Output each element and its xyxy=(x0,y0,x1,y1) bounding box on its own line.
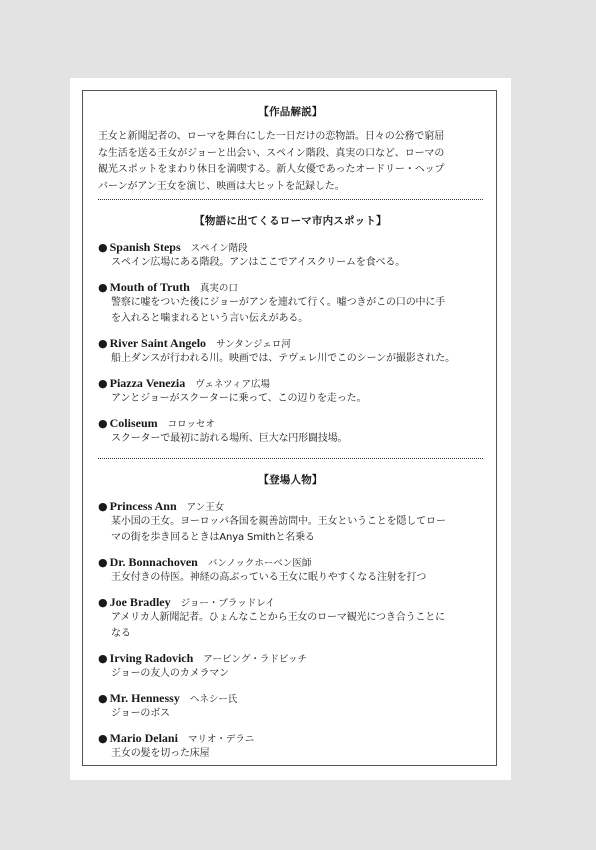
entry-english-name: Joe Bradley xyxy=(109,595,171,609)
entry-japanese-name: サンタンジェロ河 xyxy=(216,339,291,350)
entry-japanese-name: ジョー・ブラッドレイ xyxy=(180,598,275,609)
entry-head xyxy=(98,595,483,610)
entry-description: 王女付きの侍医。神経の高ぶっている王女に眠りやすくなる注射を打つ xyxy=(111,572,427,583)
spots-heading: 【物語に出てくるローマ市内スポット】 xyxy=(194,215,387,227)
list-item xyxy=(98,499,483,546)
entry-japanese-name: バンノックホーベン医師 xyxy=(207,558,312,569)
dotted-divider xyxy=(98,458,483,459)
entry-english-name: Spanish Steps xyxy=(109,240,181,254)
list-item xyxy=(98,376,483,407)
entry-head xyxy=(98,555,483,570)
list-item xyxy=(98,280,483,327)
entry-description: なる xyxy=(111,628,131,639)
bullet-icon: ● xyxy=(98,377,108,390)
intro-section xyxy=(98,104,483,195)
bullet-icon: ● xyxy=(98,556,108,569)
entry-description: 王女の髪を切った床屋 xyxy=(111,748,210,759)
bullet-icon: ● xyxy=(98,732,108,745)
entry-head xyxy=(98,416,483,431)
entry-description: ジョーのボス xyxy=(111,708,170,719)
bullet-icon: ● xyxy=(98,417,108,430)
bullet-icon: ● xyxy=(98,652,108,665)
intro-line: バーンがアン王女を演じ、映画は大ヒットを記録した。 xyxy=(98,180,345,192)
entry-description: を入れると噛まれるという言い伝えがある。 xyxy=(111,313,308,324)
bullet-icon: ● xyxy=(98,596,108,609)
entry-head xyxy=(98,499,483,514)
list-item xyxy=(98,691,483,722)
entry-head xyxy=(98,376,483,391)
entry-description: スクーターで最初に訪れる場所、巨大な円形闘技場。 xyxy=(111,433,348,444)
entry-head xyxy=(98,731,483,746)
entry-description: 警察に嘘をついた後にジョーがアンを連れて行く。嘘つきがこの口の中に手 xyxy=(111,297,446,308)
bullet-icon: ● xyxy=(98,692,108,705)
list-item xyxy=(98,416,483,447)
entry-description: 某小国の王女。ヨーロッパ各国を親善訪問中。王女ということを隠してロー xyxy=(111,516,446,527)
entry-description: 船上ダンスが行われる川。映画では、テヴェレ川でこのシーンが撮影された。 xyxy=(111,353,455,364)
spots-section xyxy=(98,213,483,456)
entry-japanese-name: アン王女 xyxy=(186,502,225,513)
entry-head xyxy=(98,651,483,666)
entry-japanese-name: アービング・ラドビッチ xyxy=(203,654,307,665)
entry-english-name: River Saint Angelo xyxy=(109,336,207,350)
entry-japanese-name: スペイン階段 xyxy=(190,243,248,254)
characters-section xyxy=(98,472,483,771)
characters-list xyxy=(98,499,483,762)
entry-japanese-name: コロッセオ xyxy=(167,419,215,430)
intro-line: な生活を送る王女がジョーと出会い、スペイン階段、真実の口など、ローマの xyxy=(98,147,445,159)
intro-line: 王女と新聞記者の、ローマを舞台にした一日だけの恋物語。日々の公務で窮屈 xyxy=(98,131,445,142)
list-item xyxy=(98,336,483,367)
intro-text xyxy=(98,129,483,195)
bullet-icon: ● xyxy=(98,337,108,350)
entry-english-name: Dr. Bonnachoven xyxy=(109,555,198,569)
bullet-icon: ● xyxy=(98,241,108,254)
entry-english-name: Mr. Hennessy xyxy=(109,691,180,705)
list-item xyxy=(98,595,483,642)
entry-english-name: Mouth of Truth xyxy=(109,280,190,294)
characters-heading: 【登場人物】 xyxy=(258,474,323,486)
entry-description: ジョーの友人のカメラマン xyxy=(111,668,229,679)
list-item xyxy=(98,651,483,682)
entry-head xyxy=(98,691,483,706)
entry-english-name: Piazza Venezia xyxy=(109,376,186,390)
bullet-icon: ● xyxy=(98,500,108,513)
entry-english-name: Mario Delani xyxy=(109,731,178,745)
intro-heading: 【作品解説】 xyxy=(258,106,323,118)
entry-description: スペイン広場にある階段。アンはここでアイスクリームを食べる。 xyxy=(111,257,406,268)
entry-head xyxy=(98,280,483,295)
entry-head xyxy=(98,240,483,255)
spots-list xyxy=(98,240,483,447)
list-item xyxy=(98,555,483,586)
document-page xyxy=(70,78,511,780)
entry-english-name: Princess Ann xyxy=(109,499,177,513)
bullet-icon: ● xyxy=(98,281,108,294)
entry-description: アンとジョーがスクーターに乗って、この辺りを走った。 xyxy=(111,393,367,404)
entry-japanese-name: 真実の口 xyxy=(199,283,238,294)
list-item xyxy=(98,240,483,271)
entry-description: アメリカ人新聞記者。ひょんなことから王女のローマ観光につき合うことに xyxy=(111,612,445,623)
entry-english-name: Irving Radovich xyxy=(109,651,194,665)
list-item xyxy=(98,731,483,762)
dotted-divider xyxy=(98,199,483,200)
entry-english-name: Coliseum xyxy=(109,416,158,430)
entry-japanese-name: ヴェネツィア広場 xyxy=(195,379,271,390)
entry-head xyxy=(98,336,483,351)
entry-japanese-name: ヘネシー氏 xyxy=(189,694,238,705)
entry-description: マの街を歩き回るときはAnya Smithと名乗る xyxy=(111,532,315,543)
intro-line: 観光スポットをまわり休日を満喫する。新人女優であったオードリー・ヘップ xyxy=(98,164,445,175)
entry-japanese-name: マリオ・デラニ xyxy=(187,734,255,745)
